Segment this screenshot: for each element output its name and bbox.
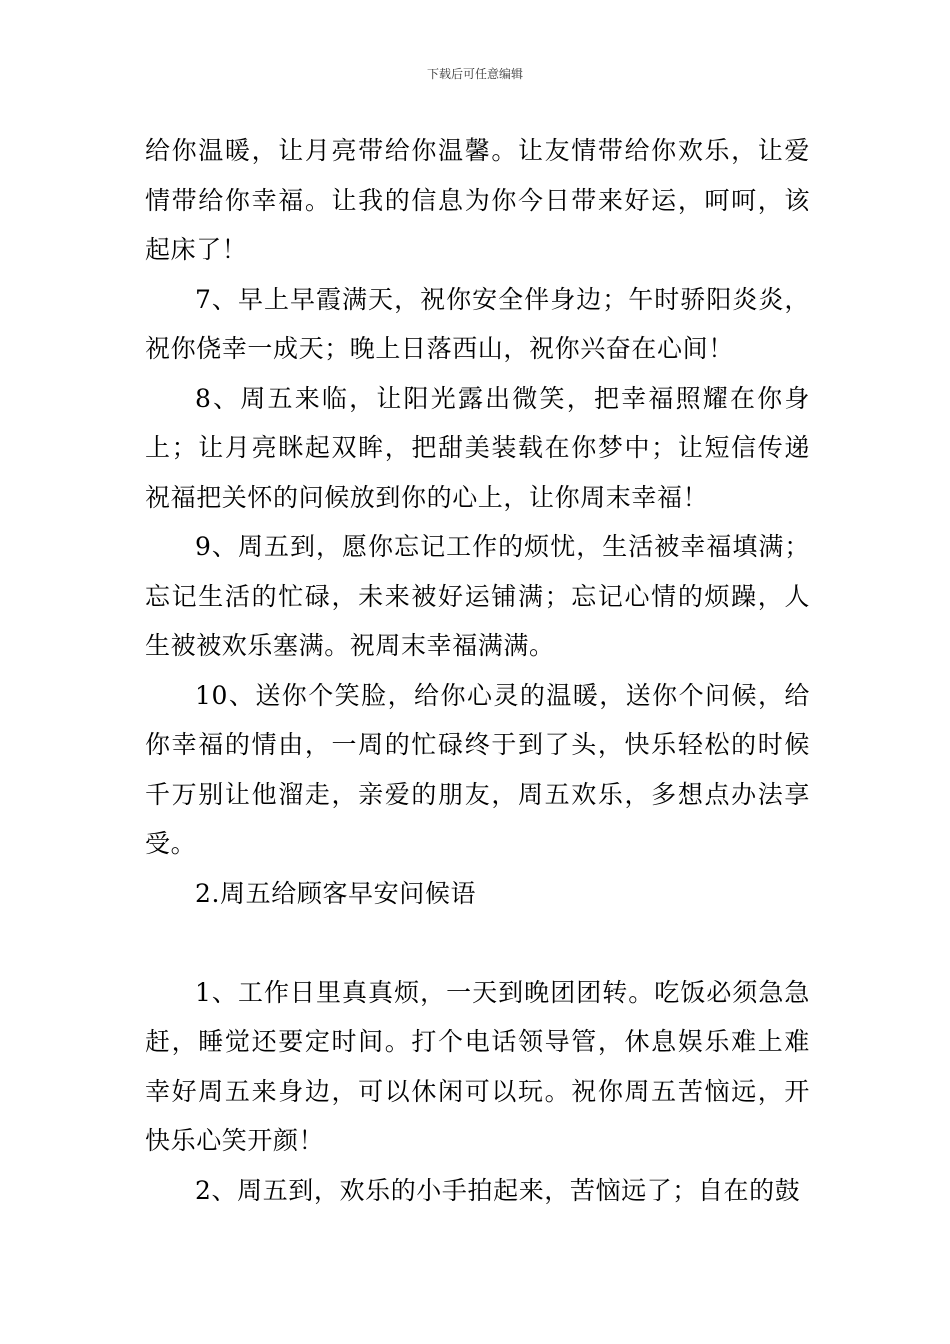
- section-heading: 2.周五给顾客早安问候语: [195, 878, 477, 908]
- paragraph-item-2: 2、周五到，欢乐的小手拍起来，苦恼远了；自在的鼓: [195, 1175, 801, 1205]
- paragraph-item-8: 8、周五来临，让阳光露出微笑，把幸福照耀在你身上；让月亮眯起双眸，把甜美装载在你梦中；让短信传递祝福把关怀的问候放到你的心上，让你周末幸福！: [145, 383, 810, 512]
- paragraph-item-1: 1、工作日里真真烦，一天到晚团团转。吃饭必须急急赶，睡觉还要定时间。打个电话领导管，休息娱乐难上难幸好周五来身边，可以休闲可以玩。祝你周五苦恼远，开快乐心笑开颜！: [145, 977, 810, 1155]
- paragraph-item-7: 7、早上早霞满天，祝你安全伴身边；午时骄阳炎炎，祝你侥幸一成天；晚上日落西山，祝你兴奋在心间！: [145, 284, 810, 363]
- document-body: [145, 126, 810, 1215]
- page-header: 下载后可任意编辑: [426, 67, 523, 81]
- paragraph-item-9: 9、周五到，愿你忘记工作的烦忧，生活被幸福填满；忘记生活的忙碌，未来被好运铺满；忘记心情的烦躁，人生被被欢乐塞满。祝周末幸福满满。: [145, 532, 810, 660]
- paragraph-continuation: 给你温暖，让月亮带给你温馨。让友情带给你欢乐，让爱情带给你幸福。让我的信息为你今日带来好运，呵呵，该起床了！: [145, 136, 810, 264]
- paragraph-item-10: 10、送你个笑脸，给你心灵的温暖，送你个问候，给你幸福的情由，一周的忙碌终于到了头，快乐轻松的时候千万别让他溜走，亲爱的朋友，周五欢乐，多想点办法享受。: [145, 680, 810, 858]
